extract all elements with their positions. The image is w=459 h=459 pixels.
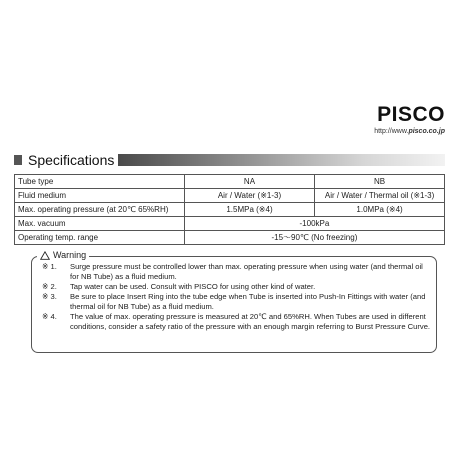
- cell-na: Air / Water (※1-3): [184, 189, 314, 203]
- cell-na: 1.5MPa (※4): [184, 203, 314, 217]
- note-mark: ※ 4.: [42, 312, 57, 321]
- row-label: Max. vacuum: [15, 217, 185, 231]
- section-header: [14, 152, 445, 168]
- url-domain: pisco.co.jp: [408, 128, 445, 135]
- specifications-table: [14, 174, 445, 245]
- table-row: [15, 175, 445, 189]
- row-label: Tube type: [15, 175, 185, 189]
- list-item: [42, 312, 432, 332]
- table-row: [15, 203, 445, 217]
- note-mark: ※ 3.: [42, 292, 57, 301]
- warning-notes: [42, 262, 432, 332]
- section-gradient-bar: [118, 154, 445, 166]
- row-label: Operating temp. range: [15, 231, 185, 245]
- warning-triangle-icon: [40, 251, 50, 260]
- brand: [374, 104, 445, 135]
- url-prefix: http://www.: [374, 128, 409, 135]
- note-text: Tap water can be used. Consult with PISCO for using other kind of water.: [70, 282, 316, 291]
- note-mark: ※ 1.: [42, 262, 57, 271]
- table-row: [15, 217, 445, 231]
- pisco-logo: PISCO: [377, 103, 445, 126]
- table-row: [15, 189, 445, 203]
- cell-nb: 1.0MPa (※4): [315, 203, 445, 217]
- note-mark: ※ 2.: [42, 282, 57, 291]
- cell-merged: -100kPa: [184, 217, 444, 231]
- list-item: [42, 282, 432, 292]
- warning-heading: [37, 250, 89, 260]
- note-text: Be sure to place Insert Ring into the tube edge when Tube is inserted into Push-In Fittings with water (and thermal oil for NB Tube) as a fluid medium.: [70, 292, 426, 311]
- section-title: Specifications: [28, 152, 115, 168]
- cell-nb: NB: [315, 175, 445, 189]
- note-text: Surge pressure must be controlled lower than max. operating pressure when using water (and thermal oil for NB Tube) as a fluid medium.: [70, 262, 423, 281]
- cell-nb: Air / Water / Thermal oil (※1-3): [315, 189, 445, 203]
- note-text: The value of max. operating pressure is measured at 20℃ and 65%RH. When Tubes are used in different conditions, consider a safety ratio of the pressure with an enough margin referring to Burst Pressure Curve.: [70, 312, 431, 331]
- table-row: [15, 231, 445, 245]
- row-label: Max. operating pressure (at 20℃ 65%RH): [15, 203, 185, 217]
- list-item: [42, 262, 432, 282]
- warning-title: Warning: [53, 250, 87, 260]
- cell-merged: -15～90℃ (No freezing): [184, 231, 444, 245]
- row-label: Fluid medium: [15, 189, 185, 203]
- website-url[interactable]: [374, 128, 445, 135]
- list-item: [42, 292, 432, 312]
- section-bullet-icon: [14, 155, 22, 165]
- cell-na: NA: [184, 175, 314, 189]
